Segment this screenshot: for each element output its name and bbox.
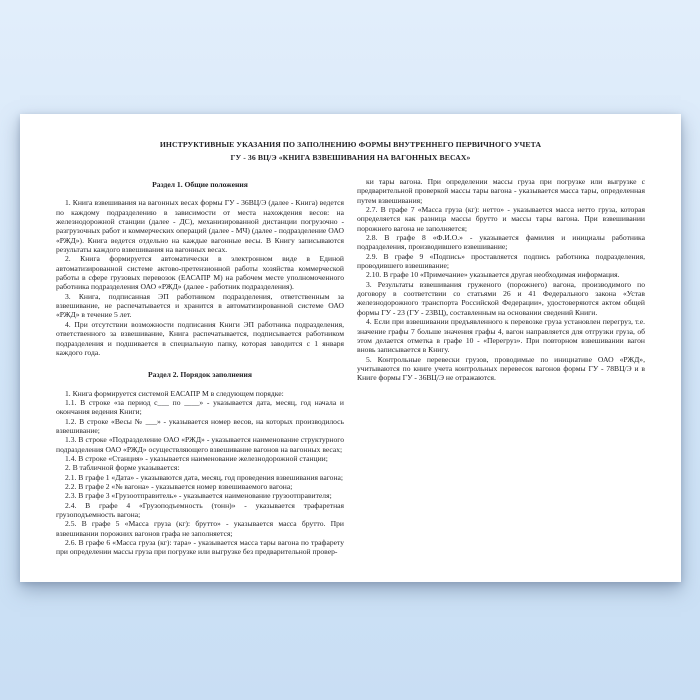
- section-1-heading: Раздел 1. Общие положения: [152, 180, 248, 189]
- paragraph: 1.2. В строке «Весы № ___» - указывается номер весов, на которых производилось взвешивание;: [56, 416, 344, 435]
- paragraph: 1.3. В строке «Подразделение ОАО «РЖД» - указывается наименование структурного подразделения ОАО «РЖД» осуществляющего взвешивание вагонов на вагонных весах;: [56, 435, 344, 454]
- paragraph: 2.1. В графе 1 «Дата» - указываются дата, месяц, год проведения взвешивания вагона;: [65, 472, 344, 482]
- paragraph: 2.6. В графе 6 «Масса груза (кг): тара» - указывается масса тары вагона по трафарету при определении массы груза при погрузке или выгрузке без предварительной провер-: [56, 538, 344, 557]
- right-column: [357, 177, 645, 557]
- paragraph: 2.2. В графе 2 «№ вагона» - указывается номер взвешиваемого вагона;: [65, 481, 293, 491]
- paragraph: 1.4. В строке «Станция» - указывается наименование железнодорожной станции;: [65, 453, 328, 463]
- paragraph: 1. Книга формируется системой ЕАСАПР М в следующем порядке:: [65, 388, 284, 398]
- paragraph: 4. Если при взвешивании предъявленного к перевозке груза установлен перегруз, т.е. значение графы 7 больше значения графы 4, вагон направляется для отгрузки груза, об этом делается отметка в графе 10 - «Перегруз». При повторном взвешивании вагон вновь записывается в Книгу.: [357, 317, 645, 355]
- paragraph: 2.8. В графе 8 «Ф.И.О.» - указывается фамилия и инициалы работника подразделения, производившего взвешивание;: [357, 233, 645, 252]
- section-2-heading: Раздел 2. Порядок заполнения: [148, 370, 252, 380]
- paragraph: 1.1. В строке «за период с___ по ____» - указывается дата, месяц, год начала и окончания ведения Книги;: [56, 397, 344, 417]
- document-page: [20, 114, 681, 582]
- paragraph: 2.7. В графе 7 «Масса груза (кг): нетто» - указывается масса нетто груза, которая определяется как разница массы брутто и массы тары вагона. При взвешивании порожнего вагона не заполняется;: [357, 205, 645, 233]
- document-title-line2: ГУ - 36 ВЦ/Э «КНИГА ВЗВЕШИВАНИЯ НА ВАГОННЫХ ВЕСАХ»: [230, 152, 471, 162]
- paragraph: 4. При отсутствии возможности подписания Книги ЭП работника подразделения, ответственного за взвешивание, Книга распечатывается, подписывается работником подразделения и подшивается в специальную папку, которая заводится с 1 января каждого года.: [56, 319, 344, 357]
- paragraph: 2.9. В графе 9 «Подпись» проставляется подпись работника подразделения, проводившего взвешивание;: [357, 251, 645, 271]
- paragraph: 2. В табличной форме указывается:: [65, 463, 180, 473]
- left-column: [56, 177, 344, 557]
- paragraph: 2.5. В графе 5 «Масса груза (кг): брутто» - указывается масса брутто. При взвешивании порожних вагонов графа не заполняется;: [56, 519, 344, 538]
- paragraph: 5. Контрольные перевески грузов, проводимые по инициативе ОАО «РЖД», учитываются по книге учета контрольных перевесок вагонов формы ГУ - 78ВЦ/Э и в Книге формы ГУ - 36ВЦ/Э не отражаются.: [357, 354, 645, 383]
- paragraph: 2.4. В графе 4 «Грузоподъемность (тонн)» - указывается трафаретная грузоподъемность вагона;: [56, 500, 344, 519]
- paragraph: 2. Книга формируется автоматически в электронном виде в Единой автоматизированной системе актово-претензионной работы хозяйства коммерческой работы в сфере грузовых перевозок (ЕАСАПР М) на рабочем месте уполномоченного работника подразделения ОАО «РЖД» (далее - работник подразделения).: [56, 254, 344, 292]
- paragraph: 3. Результаты взвешивания груженого (порожнего) вагона, производимого по договору в соответствии со статьями 26 и 41 Федерального закона «Устав железнодорожного транспорта Российской Федерации», удостоверяются актом общей формы ГУ - 23 (ГУ - 23ВЦ), составленным на основании сведений Книги.: [357, 279, 645, 317]
- document-title: [20, 139, 681, 164]
- paragraph: 1. Книга взвешивания на вагонных весах формы ГУ - 36ВЦ/Э (далее - Книга) ведется по каждому подразделению в зависимости от места нахождения весов: на железнодорожной станции (далее - ДС), механизированной дистанции погрузочно - разгрузочных работ и коммерческих операций (далее - МЧ) (далее - подразделение ОАО «РЖД»). Книга ведется отдельно на каждые вагонные весы. В Книгу записываются результаты каждого взвешивания на вагонных весах.: [56, 198, 344, 255]
- document-title-line1: ИНСТРУКТИВНЫЕ УКАЗАНИЯ ПО ЗАПОЛНЕНИЮ ФОРМЫ ВНУТРЕННЕГО ПЕРВИЧНОГО УЧЕТА: [159, 140, 542, 149]
- paragraph: 2.3. В графе 3 «Грузоотправитель» - указывается наименование грузоотправителя;: [65, 491, 332, 501]
- paragraph: ки тары вагона. При определении массы груза при погрузке или выгрузке с предварительной проверкой массы тары вагона - указывается масса тары, определенная путем взвешивания;: [357, 177, 645, 205]
- paragraph: 2.10. В графе 10 «Примечание» указывается другая необходимая информация.: [366, 270, 620, 280]
- document-body: [20, 177, 681, 557]
- paragraph: 3. Книга, подписанная ЭП работником подразделения, ответственным за взвешивание, не распечатывается и хранится в автоматизированной системе ОАО «РЖД» в течение 5 лет.: [56, 291, 344, 320]
